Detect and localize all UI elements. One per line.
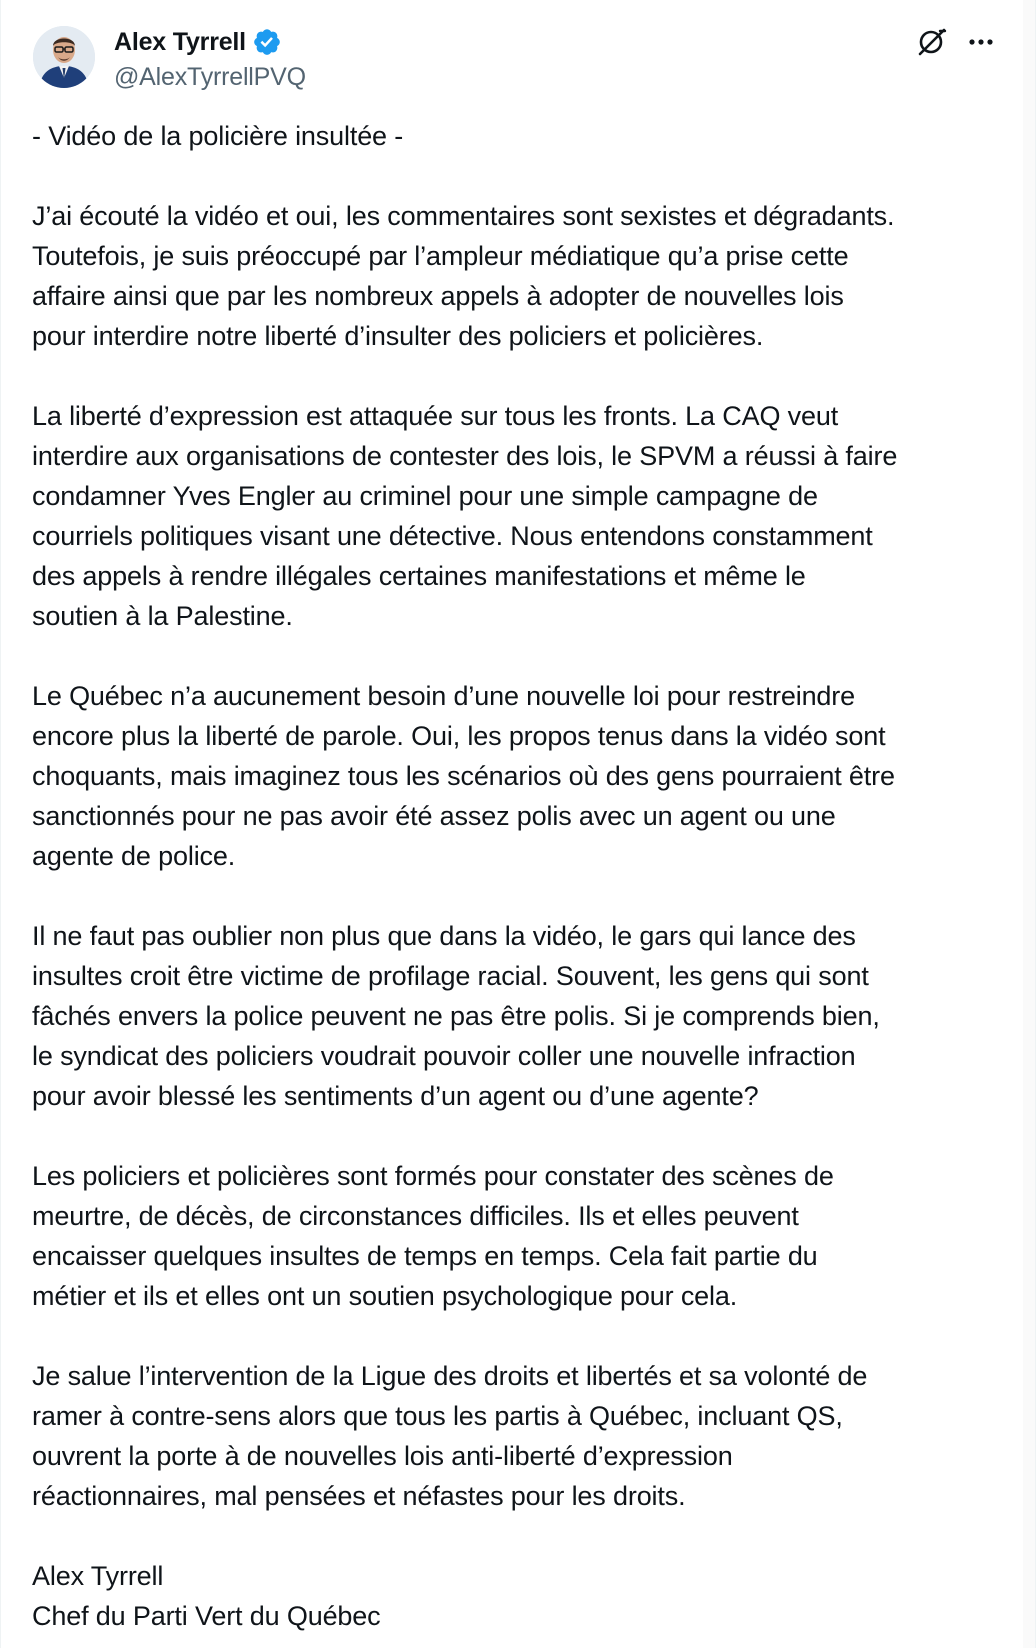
grok-icon[interactable] [916,26,948,58]
tweet-signature: Alex Tyrrell Chef du Parti Vert du Québec [32,1561,381,1631]
tweet-paragraph: Les policiers et policières sont formés pour constater des scènes de meurtre, de décès, de circonstances difficiles. Ils et elles peuvent encaisser quelques insultes de temps en temps. Cela fait partie du métier et ils et elles ont un soutien psychologique pour cela. [32,1161,834,1311]
tweet-header [1,0,1036,110]
author-display-name[interactable]: Alex Tyrrell [114,27,246,56]
tweet-text [32,116,1022,1636]
scrollbar[interactable] [1023,0,1035,1648]
more-options-icon[interactable] [965,28,997,56]
tweet-paragraph: Je salue l’intervention de la Ligue des droits et libertés et sa volonté de ramer à contre-sens alors que tous les partis à Québec, incluant QS, ouvrent la porte à de nouvelles lois anti-liberté d’expression réactionnaires, mal pensées et néfastes pour les droits. [32,1361,868,1511]
tweet-paragraph: Le Québec n’a aucunement besoin d’une nouvelle loi pour restreindre encore plus la liberté de parole. Oui, les propos tenus dans la vidéo sont choquants, mais imaginez tous les scénarios où des gens pourraient être sanctionnés pour ne pas avoir été assez polis avec un agent ou une agente de police. [32,681,895,871]
avatar-image [33,26,95,88]
author-name-row [114,25,306,59]
tweet-paragraph: J’ai écouté la vidéo et oui, les commentaires sont sexistes et dégradants. Toutefois, je suis préoccupé par l’ampleur médiatique qu’a prise cette affaire ainsi que par les nombreux appels à adopter de nouvelles lois pour interdire notre liberté d’insulter des policiers et policières. [32,201,895,351]
author-handle[interactable]: @AlexTyrrellPVQ [114,63,306,91]
avatar[interactable] [33,26,95,88]
tweet-paragraph: - Vidéo de la policière insultée - [32,121,404,151]
tweet-paragraph: Il ne faut pas oublier non plus que dans la vidéo, le gars qui lance des insultes croit être victime de profilage racial. Souvent, les gens qui sont fâchés envers la police peuvent ne pas être polis. Si je comprends bien, le syndicat des policiers voudrait pouvoir coller une nouvelle infraction pour avoir blessé les sentiments d’un agent ou d’une agente? [32,921,880,1111]
verified-badge-icon[interactable] [252,27,282,57]
author-info [114,25,306,92]
tweet-paragraph: La liberté d’expression est attaquée sur tous les fronts. La CAQ veut interdire aux organisations de contester des lois, le SPVM a réussi à faire condamner Yves Engler au criminel pour une simple campagne de courriels politiques visant une détective. Nous entendons constamment des appels à rendre illégales certaines manifestations et même le soutien à la Palestine. [32,401,898,631]
